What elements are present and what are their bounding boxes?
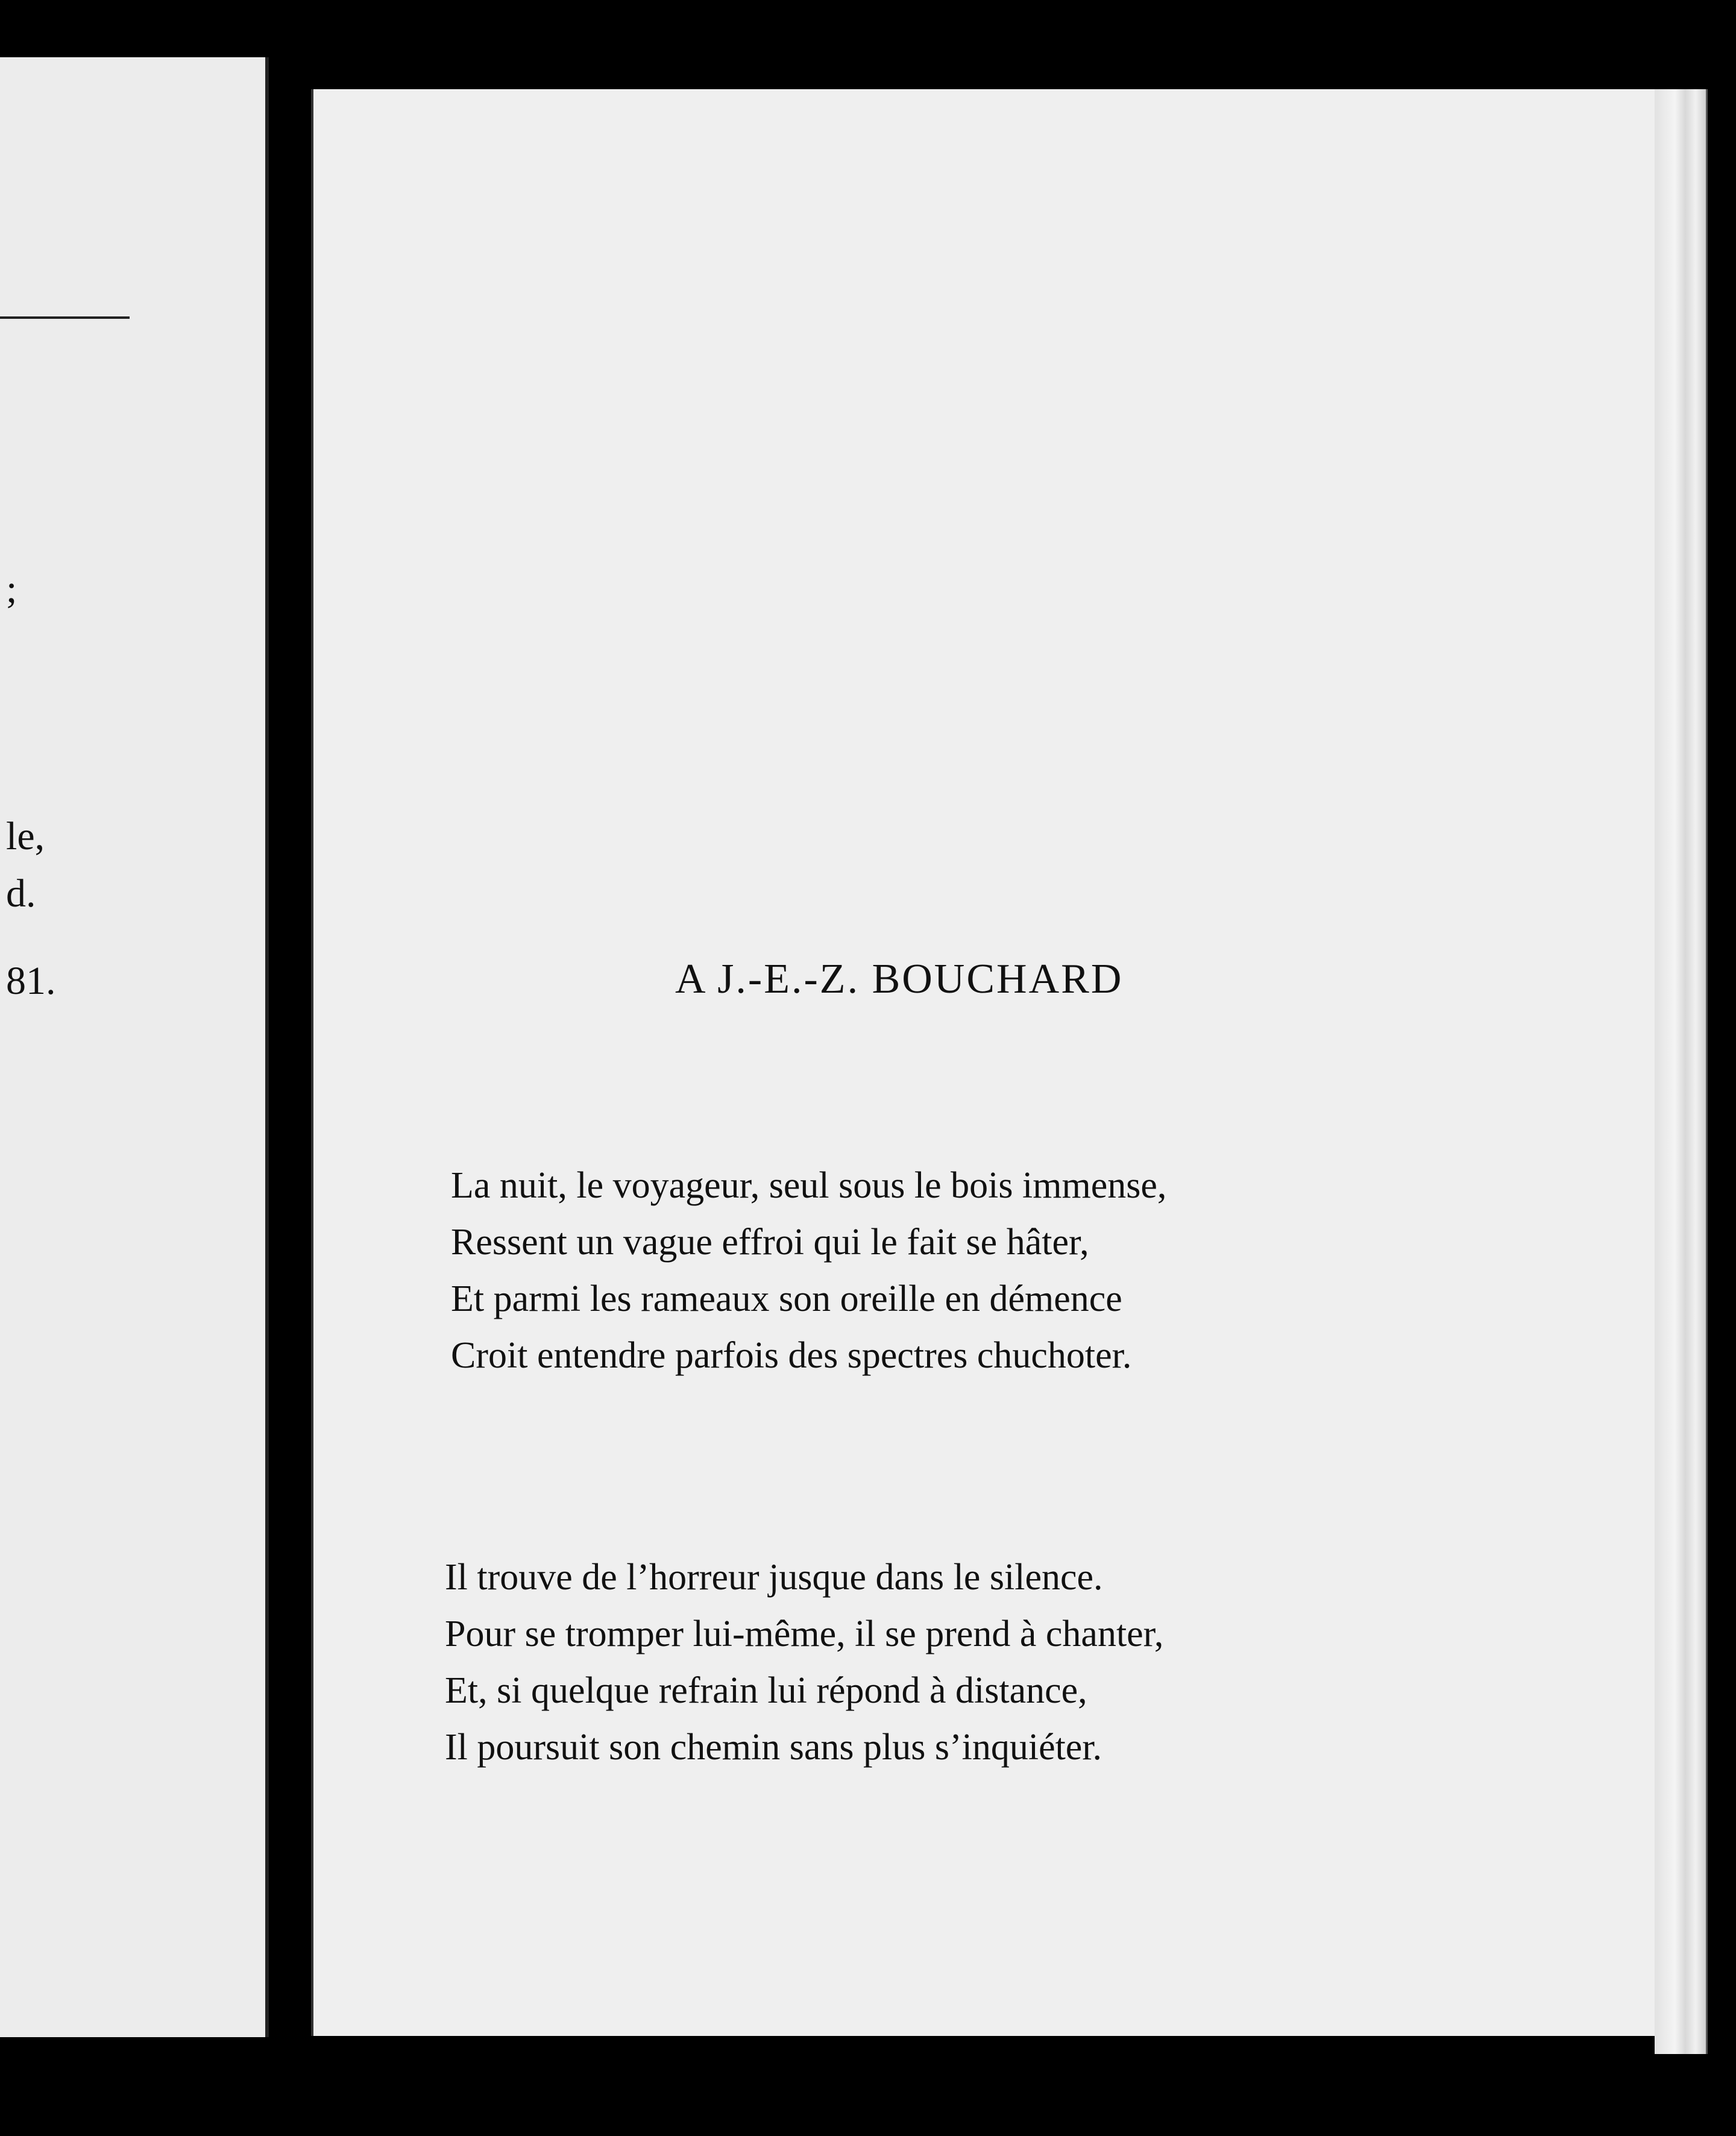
- poem-line: Il trouve de l’horreur jusque dans le silence.: [445, 1557, 1103, 1598]
- poem-line: Pour se tromper lui-même, il se prend à chanter,: [445, 1613, 1164, 1654]
- poem-line: Et, si quelque refrain lui répond à distance,: [445, 1670, 1087, 1711]
- poem-line: Et parmi les rameaux son oreille en démence: [451, 1278, 1122, 1319]
- poem-line: Croit entendre parfois des spectres chuchoter.: [451, 1335, 1132, 1376]
- poem-stanza-1: [451, 1157, 1355, 1384]
- left-page: [0, 57, 269, 2037]
- left-page-fragment: 81.: [6, 959, 56, 1003]
- book-gutter: [269, 0, 311, 2136]
- left-page-fragment: d.: [6, 872, 36, 916]
- poem-line: La nuit, le voyageur, seul sous le bois immense,: [451, 1165, 1167, 1206]
- left-page-fragment: ;: [6, 567, 17, 611]
- poem-stanza-2: [445, 1549, 1349, 1776]
- poem-line: Ressent un vague effroi qui le fait se hâter,: [451, 1222, 1089, 1263]
- left-page-fragment: le,: [6, 814, 45, 858]
- left-page-rule: [0, 316, 130, 319]
- dedication-title: A J.-E.-Z. BOUCHARD: [675, 956, 1124, 1002]
- poem-line: Il poursuit son chemin sans plus s’inquiéter.: [445, 1727, 1102, 1768]
- page-edge: [1655, 89, 1708, 2054]
